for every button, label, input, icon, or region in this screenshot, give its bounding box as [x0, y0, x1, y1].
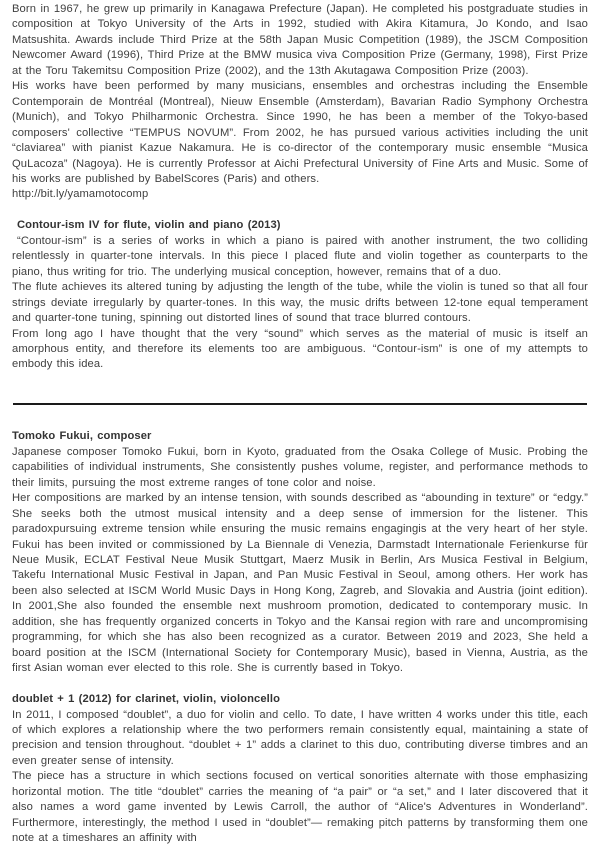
bio-paragraph: His works have been performed by many musicians, ensembles and orchestras including the Ensemble Contemporain de Montréal (Montreal), Nieuw Ensemble (Amsterdam), Bavarian Radio Symphony Orchestra (Munich), and Tokyo Philharmonic Orchestra. Since 1990, he has been a member of the Tokyo-based composers' collective “TEMPUS NOVUM”. From 2002, he has pursued various activities including the unit “claviarea” with pianist Kazue Nakamura. He is co-director of the contemporary music ensemble “Musica QuLacoza” (Nagoya). He is currently Professor at Aichi Prefectural University of Fine Arts and Music. Some of his works are published by BabelScores (Paris) and others. [12, 80, 588, 185]
work1-section [12, 218, 588, 373]
section-divider [13, 403, 587, 406]
work2-paragraph: In 2011, I composed “doublet”, a duo for violin and cello. To date, I have written 4 works under this title, each of which explores a relationship where the two performers remain consistently equal, maintaining a state of precision and tension throughout. “doublet + 1” adds a clarinet to this duo, contributing diverse timbres and an even greater sense of intensity. [12, 708, 588, 767]
bio-paragraph: Born in 1967, he grew up primarily in Kanagawa Prefecture (Japan). He completed his postgraduate studies in composition at Tokyo University of the Arts in 1992, studied with Akira Kitamura, Jo Kondo, and Isao Matsushita. Awards include Third Prize at the 58th Japan Music Competition (1989), the JSCM Composition Newcomer Award (1996), Third Prize at the BMW musica viva Composition Prize (Germany, 1998), First Prize at the Toru Takemitsu Composition Prize (2002), and the 13th Akutagawa Composition Prize (2003). [12, 3, 588, 77]
work2-title: doublet + 1 (2012) for clarinet, violin, violoncello [12, 693, 281, 706]
composer2-bio-section [12, 429, 588, 676]
url-text: http://bit.ly/yamamotocomp [12, 188, 149, 201]
work1-paragraph: From long ago I have thought that the very “sound” which serves as the material of music is itself an amorphous entity, and therefore its elements too are ambiguous. “Contour-ism” is one of my attempts to embody this idea. [12, 327, 588, 371]
work1-title: Contour-ism IV for flute, violin and piano (2013) [17, 219, 281, 232]
composer2-title: Tomoko Fukui, composer [12, 430, 152, 443]
composer2-paragraph: Japanese composer Tomoko Fukui, born in Kyoto, graduated from the Osaka College of Music. Probing the capabilities of individual instruments, She consistently pushes volume, register, and performance methods to their limits, pursuing the most extreme ranges of tone color and noise. [12, 445, 588, 489]
work1-paragraph: The flute achieves its altered tuning by adjusting the length of the tube, while the violin is tuned so that all four strings deviate irregularly by quarter-tones. In this way, the music drifts between 12-tone equal temperament and quarter-tone tuning, spinning out distorted lines of sound that trace blurred contours. [12, 281, 588, 325]
work2-paragraph: The piece has a structure in which sections focused on vertical sonorities alternate with those emphasizing horizontal motion. The title “doublet” carries the meaning of “a pair” or “a set,” and I later discovered that it also names a word game invented by Lewis Carroll, the author of “Alice's Adventures in Wonderland”. Furthermore, interestingly, the method I used in “doublet”— remaking pitch patterns by transforming them one note at a timeshares an affinity with [12, 770, 588, 845]
spacer [12, 203, 588, 218]
composer2-paragraph: Her compositions are marked by an intense tension, with sounds described as “abounding in texture” or “edgy.” She seeks both the utmost musical intensity and a deep sense of immersion for the listener. This paradoxpursuing extreme tension while ensuring the music remains engagingis at the very heart of her style. Fukui has been invited or commissioned by La Biennale di Venezia, Darmstadt Internationale Ferienkurse für Neue Musik, ECLAT Festival Neue Musik Stuttgart, Maerz Musik in Berlin, Ars Musica Festival in Belgium, Takefu International Music Festival in Japan, and Pan Music Festival in Seoul, among others. Her work has been also selected at ISCM World Music Days in Hong Kong, Zagreb, and Slovakia and Austria (joint edition). In 2001,She also founded the ensemble next mushroom promotion, dedicated to contemporary music. In addition, she has frequently organized concerts in Tokyo and the Kansai region with rare and uncompromising programming, for which she has also been recognized as a curator. Between 2019 and 2023, She held a board position at the ISCM (International Society for Contemporary Music), based in Vienna, Austria, as the first Asian woman ever elected to this role. She is currently based in Tokyo. [12, 492, 588, 675]
work1-paragraph: “Contour-ism” is a series of works in which a piano is paired with another instrument, the two colliding relentlessly in quarter-tone intervals. In this piece I placed flute and violin together as counterparts to the piano, thus writing for trio. The underlying musical conception, however, remains that of a duo. [12, 234, 588, 278]
spacer [12, 677, 588, 692]
composer1-bio-section [12, 2, 588, 203]
work2-section [12, 692, 588, 847]
